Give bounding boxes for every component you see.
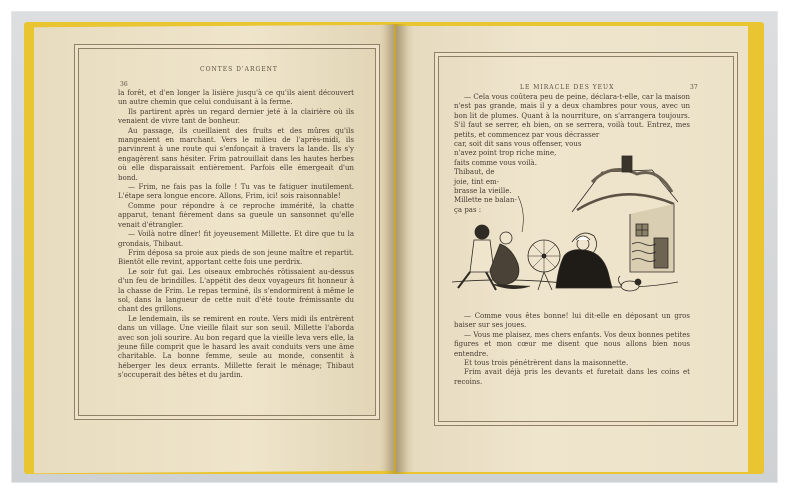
text-line: Thibaut, de — [454, 168, 495, 177]
paragraph: la forêt, et d'en longer la lisière jusqu'à ce qu'ils aient découvert un autre chemin que celui conduisant à la ferme. — [118, 89, 354, 107]
text-line: joie, tint em- — [454, 177, 499, 186]
girl — [500, 232, 512, 244]
paragraph: Le lendemain, ils se remirent en route. Vers midi ils entrèrent dans un village. Une vieille filait sur son seuil. Millette l'aborda avec son joli sourire. Au bon regard que la vieille leva vers elle, la jeune fille comprit que le hasard les avait conduits vers une âme charitable. La bonne femme, seule au monde, consentit à héberger les deux errants. Millette ferait le ménage; Thibaut s'occuperait des bêtes et du jardin. — [118, 314, 354, 380]
paragraph: — Frim, ne fais pas la folle ! Tu vas te fatiguer inutilement. L'étape sera longue encore. Allons, Frim, ici! sois raisonnable! — [118, 183, 354, 201]
paragraph: — Vous me plaisez, mes chers enfants. Vos deux bonnes petites figures et mon cœur me disent que nous allons bien nous entendre. — [454, 330, 690, 358]
text-line: Millette ne balan- — [454, 196, 517, 205]
left-page-text — [118, 89, 354, 381]
paragraph: Frim avait déjà pris les devants et furetait dans les coins et recoins. — [454, 368, 690, 386]
boy — [475, 225, 489, 239]
left-running-head: CONTES D'ARGENT — [200, 66, 278, 73]
text-line: ça pas : — [454, 205, 482, 214]
paragraph: Le soir fut gai. Les oiseaux embrochés rôtissaient au-dessus d'un feu de brindilles. L'appétit des deux voyageurs fit honneur à la chasse de Frim. Le repas terminé, ils s'endormirent à même le sol, dans la langueur de cette nuit d'été toute frémissante du chant des grillons. — [118, 267, 354, 314]
text-line: car, soit dit sans vous offenser, vous — [454, 140, 582, 148]
paragraph: Ils partirent après un regard dernier jeté à la clairière où ils venaient de vivre tant de bonheur. — [118, 107, 354, 126]
book-spine — [384, 24, 408, 474]
paragraph: — Comme vous êtes bonne! lui dit-elle en déposant un gros baiser sur ses joues. — [454, 312, 690, 330]
cottage-roof — [572, 170, 678, 212]
right-running-head: LE MIRACLE DES YEUX — [520, 84, 615, 91]
paragraph: — Voilà notre dîner! fit joyeusement Millette. Et dire que tu la grondais, Thibaut. — [118, 230, 354, 248]
text-line: faits comme vous voilà. — [454, 158, 537, 167]
illustration — [452, 152, 678, 302]
old-woman — [556, 250, 612, 288]
paragraph: Et tous trois pénétrèrent dans la maisonnette. — [464, 359, 629, 368]
text-line: brasse la vieille. — [454, 187, 512, 196]
left-page-number: 36 — [120, 81, 128, 88]
text-line: n'avez point trop riche mine, — [454, 149, 557, 158]
paragraph: Comme pour répondre à ce reproche immérité, la chatte apparut, tenant fièrement dans sa gueule un sansonnet qu'elle venait d'étrangler. — [118, 201, 354, 229]
paragraph: — Cela vous coûtera peu de peine, déclara-t-elle, car la maison n'est pas grande, mais il y a deux chambres pour vous, avec un bon lit de plumes. Quant à la nourriture, on s'arrangera toujours. S'il faut se serrer, eh bien, on se serrera, voilà tout. Entrez, mes petits, et commencez par vous décrasser — [454, 93, 690, 139]
right-page-bottom-text — [454, 312, 690, 387]
right-page-number: 37 — [690, 84, 698, 91]
chimney — [622, 156, 632, 172]
paragraph: Au passage, ils cueillaient des fruits et des mûres qu'ils mangeaient en marchant. Vers le milieu de l'après-midi, ils parvinrent à une route qui s'enfonçait à travers la lande. Ils s'y engagèrent sans hésiter. Frim patrouillait dans les hautes herbes où elle disparaissait entièrement. Parfois elle émergeait d'un bond. — [118, 126, 354, 182]
paragraph: Frim déposa sa proie aux pieds de son jeune maître et repartit. Bientôt elle revint, apportant cette fois une perdrix. — [118, 248, 354, 267]
right-page-top-text — [454, 93, 690, 140]
